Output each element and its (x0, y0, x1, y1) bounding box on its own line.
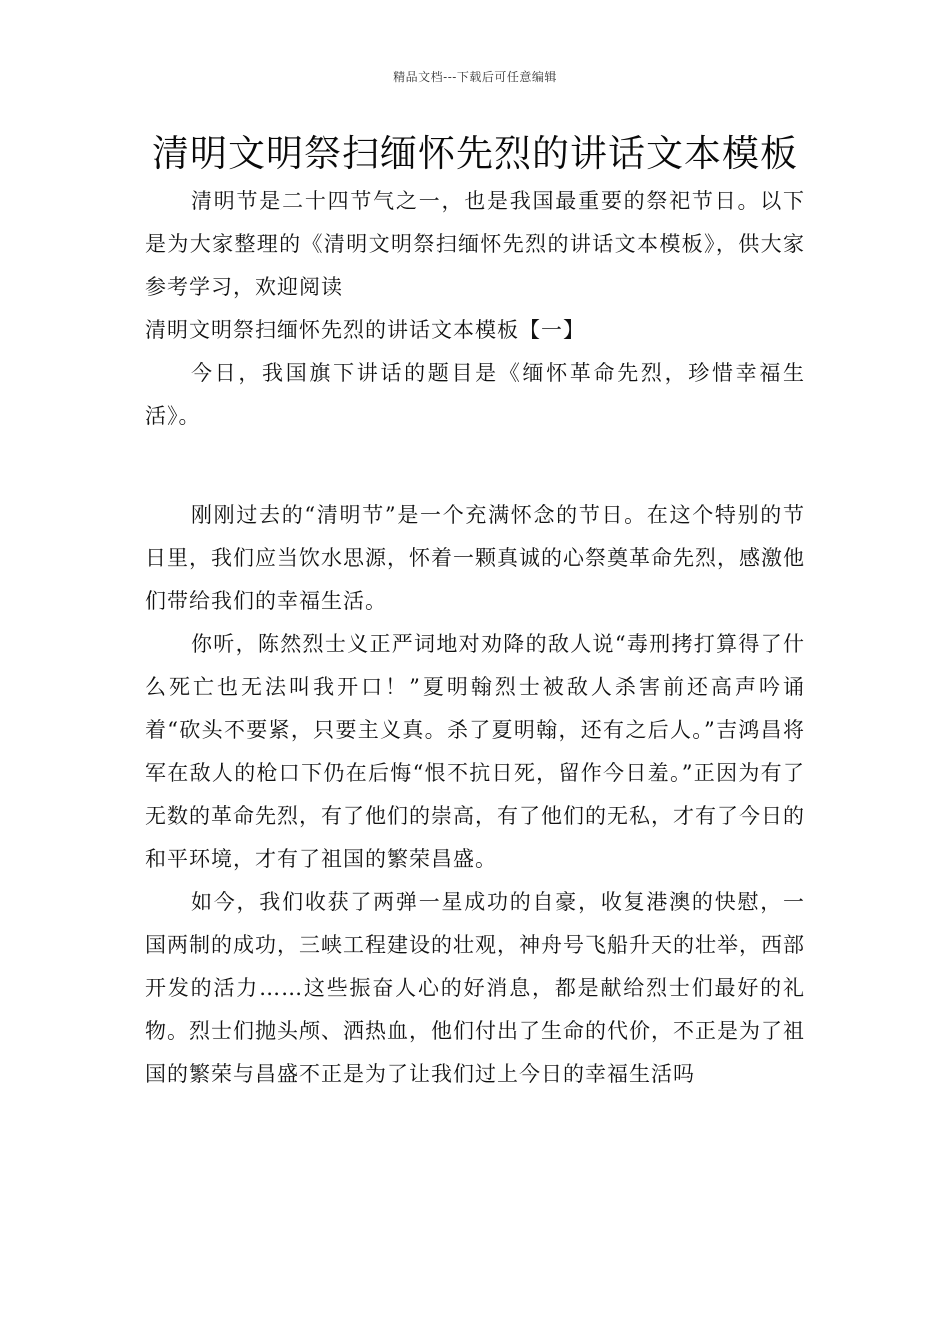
paragraph-3: 你听，陈然烈士义正严词地对劝降的敌人说“毒刑拷打算得了什么死亡也无法叫我开口！”夏明翰烈士被敌人杀害前还高声吟诵着“砍头不要紧，只要主义真。杀了夏明翰，还有之后人。”吉鸿昌将军在敌人的枪口下仍在后悔“恨不抗日死，留作今日羞。”正因为有了无数的革命先烈，有了他们的崇高，有了他们的无私，才有了今日的和平环境，才有了祖国的繁荣昌盛。 (145, 632, 805, 871)
header-note: 精品文档---下载后可任意编辑 (393, 70, 557, 84)
paragraph-1: 今日，我国旗下讲话的题目是《缅怀革命先烈，珍惜幸福生活》。 (145, 361, 805, 428)
paragraph-4: 如今，我们收获了两弹一星成功的自豪，收复港澳的快慰，一国两制的成功，三峡工程建设的壮观，神舟号飞船升天的壮举，西部开发的活力……这些振奋人心的好消息，都是献给烈士们最好的礼物。烈士们抛头颅、洒热血，他们付出了生命的代价，不正是为了祖国的繁荣与昌盛不正是为了让我们过上今日的幸福生活吗 (145, 890, 805, 1086)
blank-line (145, 438, 805, 494)
intro-paragraph: 清明节是二十四节气之一，也是我国最重要的祭祀节日。以下是为大家整理的《清明文明祭扫缅怀先烈的讲话文本模板》，供大家参考学习，欢迎阅读 (145, 189, 805, 299)
document-body (145, 180, 805, 1096)
section-heading: 清明文明祭扫缅怀先烈的讲话文本模板【一】 (145, 318, 585, 342)
document-title: 清明文明祭扫缅怀先烈的讲话文本模板 (152, 132, 798, 175)
paragraph-2: 刚刚过去的“清明节”是一个充满怀念的节日。在这个特别的节日里，我们应当饮水思源，怀着一颗真诚的心祭奠革命先烈，感激他们带给我们的幸福生活。 (145, 503, 805, 613)
